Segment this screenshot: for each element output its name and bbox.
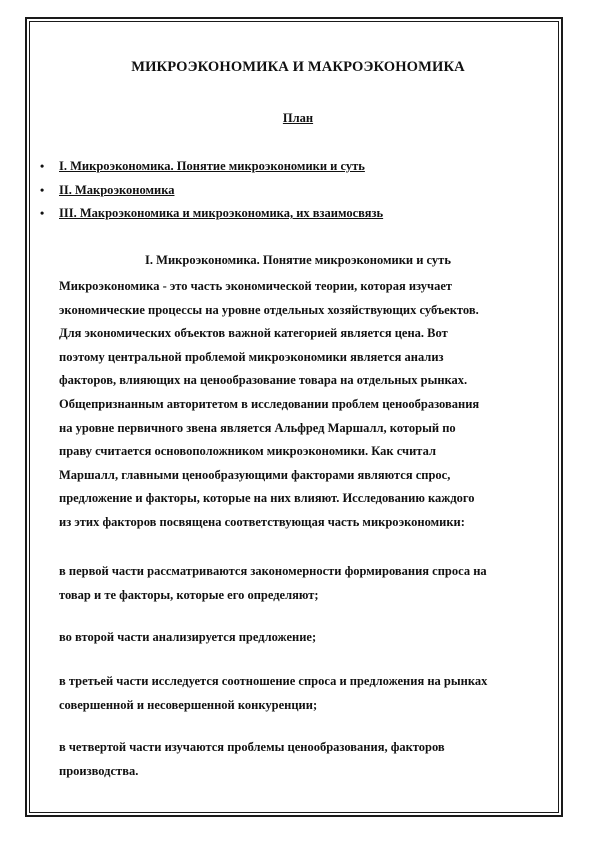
paragraph-line: товар и те факторы, которые его определяют; [59, 587, 319, 602]
paragraph-line: производства. [59, 763, 139, 778]
paragraph-line: праву считается основоположником микроэкономики. Как считал [59, 444, 436, 459]
body-paragraph [59, 560, 549, 607]
paragraph-line: на уровне первичного звена является Альфред Маршалл, который по [59, 420, 456, 435]
paragraph-line: поэтому центральной проблемой микроэкономики является анализ [59, 349, 444, 364]
bullet-icon: • [40, 159, 45, 173]
paragraph-line: совершенной и несовершенной конкуренции; [59, 697, 318, 712]
plan-link-relationship[interactable]: III. Макроэкономика и микроэкономика, их взаимосвязь [59, 206, 384, 220]
paragraph-line: Маршалл, главными ценообразующими факторами являются спрос, [59, 467, 451, 482]
paragraph-line: Общепризнанным авторитетом в исследовании проблем ценообразования [59, 396, 480, 411]
paragraph-line: факторов, влияющих на ценообразование товара на отдельных рынках. [59, 373, 468, 388]
plan-link-microeconomics[interactable]: I. Микроэкономика. Понятие микроэкономики и суть [59, 159, 365, 173]
plan-heading: План [282, 111, 314, 125]
body-paragraph [59, 626, 549, 650]
bullet-icon: • [40, 206, 45, 220]
paragraph-line: в четвертой части изучаются проблемы ценообразования, факторов [59, 740, 445, 754]
paragraph-line: экономические процессы на уровне отдельных хозяйствующих субъектов. [59, 302, 479, 317]
body-paragraph [59, 275, 549, 535]
section-heading: I. Микроэкономика. Понятие микроэкономики и суть [145, 253, 451, 267]
paragraph-line: предложение и факторы, которые на них влияют. Исследованию каждого [59, 491, 475, 506]
paragraph-line: Микроэкономика - это часть экономической теории, которая изучает [59, 279, 453, 293]
bullet-icon: • [40, 182, 45, 197]
paragraph-line: во второй части анализируется предложение; [59, 630, 317, 644]
paragraph-line: из этих факторов посвящена соответствующая часть микроэкономики: [59, 514, 465, 529]
plan-link-macroeconomics[interactable]: II. Макроэкономика [59, 182, 175, 197]
paragraph-line: в третьей части исследуется соотношение спроса и предложения на рынках [59, 674, 488, 688]
document-title: МИКРОЭКОНОМИКА И МАКРОЭКОНОМИКА [131, 59, 465, 75]
paragraph-line: в первой части рассматриваются закономерности формирования спроса на [59, 564, 487, 578]
body-paragraph [59, 670, 549, 717]
paragraph-line: Для экономических объектов важной категорией является цена. Вот [59, 326, 448, 341]
body-paragraph [59, 736, 549, 783]
